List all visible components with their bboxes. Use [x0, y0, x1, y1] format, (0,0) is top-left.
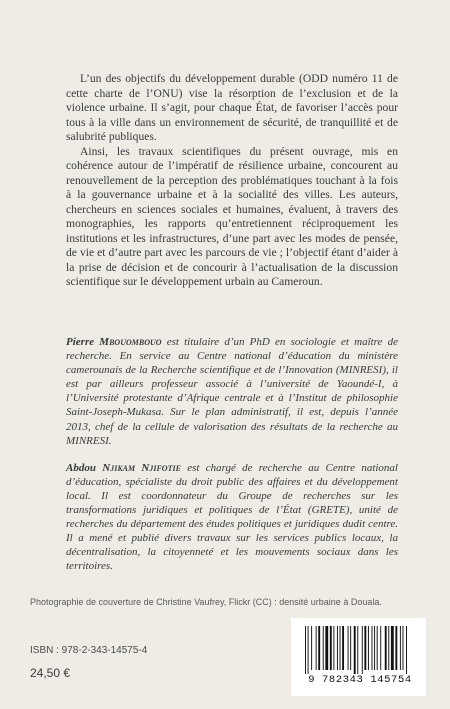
photo-credit: Photographie de couverture de Christine Vaufrey, Flickr (CC) : densité urbaine à Douala.: [30, 597, 382, 607]
author-bio-text: est chargé de recherche au Centre national d’éducation, spécialiste du droit public des affaires et du développement local. Il est coordonnateur du Groupe de recherches sur les transformations juridiques et politiques de l’État (GRETE), unité de recherches du département des études politiques et juridiques dudit centre. Il a mené et publié divers travaux sur les services publics locaux, la décentralisation, la citoyenneté et les mouvements sociaux dans les territoires.: [66, 461, 398, 573]
author-bios: [66, 335, 398, 587]
author-bio-text: est titulaire d’un PhD en sociologie et maître de recherche. En service au Centre national d’éducation du ministère camerounais de la Recherche scientifique et de l’Innovation (MINRESI), il est par ailleurs professeur associé à l’université de Yaoundé-I, à l’Université protestante d’Afrique centrale et à l’Institut de philosophie Saint-Joseph-Mukasa. Sur le plan administratif, il est, depuis l’année 2013, chef de la cellule de valorisation des résultats de la recherche au MINRESI.: [66, 336, 398, 447]
author-bio-2: [66, 461, 398, 574]
summary-paragraph-1: L’un des objectifs du développement durable (ODD numéro 11 de cette charte de l’ONU) vise la résorption de l’exclusion et de la violence urbaine. Il s’agit, pour chaque État, de favoriser l’accès pour tous à la ville dans un environnement de sécurité, de tranquillité et de salubrité publiques.: [66, 72, 398, 143]
book-summary: [66, 72, 398, 290]
barcode-bars: [305, 626, 413, 674]
price: 24,50 €: [30, 666, 71, 680]
author-last-name: Njikam Njifotie: [102, 461, 181, 474]
barcode: [291, 618, 426, 696]
author-first-name: Abdou: [66, 461, 96, 474]
author-bio-1: [66, 335, 398, 448]
barcode-digits: 9 782343 145754: [308, 674, 412, 686]
summary-paragraph-2: Ainsi, les travaux scientifiques du présent ouvrage, mis en cohérence autour de l’impératif de résilience urbaine, concourent au renouvellement de la perception des problématiques touchant à la fois à la gouvernance urbaine et à la socialité des villes. Les auteurs, chercheurs en sciences sociales et humaines, évaluent, à travers des monographies, les rapports qu’entretiennent réciproquement les institutions et les infrastructures, d’une part avec les modes de pensée, de vie et d’autre part avec les parcours de vie ; l’objectif étant d’aider à la prise de décision et de concourir à l’actualisation de la discussion scientifique sur le développement urbain au Cameroun.: [66, 144, 398, 288]
author-last-name: Mbouombouo: [99, 336, 162, 348]
isbn: ISBN : 978-2-343-14575-4: [30, 645, 148, 656]
author-first-name: Pierre: [66, 336, 95, 348]
